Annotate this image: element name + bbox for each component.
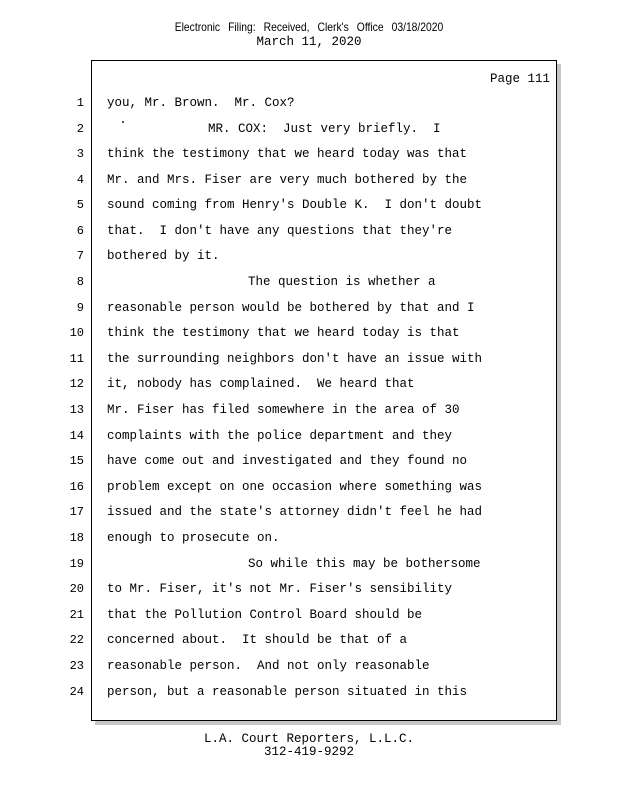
line-number: 19: [69, 557, 84, 571]
transcript-line: MR. COX: Just very briefly. I: [208, 122, 441, 136]
transcript-line: think the testimony that we heard today was that: [107, 147, 468, 161]
line-number: 21: [69, 608, 84, 622]
line-number: 9: [76, 301, 84, 315]
line-number: 23: [69, 659, 84, 673]
filing-stamp: Electronic Filing: Received, Clerk's Office 03/18/2020: [174, 20, 444, 34]
reporter-company: L.A. Court Reporters, L.L.C.: [203, 732, 415, 746]
transcript-line: reasonable person. And not only reasonable: [107, 659, 430, 673]
transcript-line: it, nobody has complained. We heard that: [107, 377, 415, 391]
hearing-date: March 11, 2020: [256, 35, 362, 49]
transcript-line: sound coming from Henry's Double K. I don't doubt: [107, 198, 483, 212]
line-number: 2: [76, 122, 84, 136]
line-number: 11: [69, 352, 84, 366]
transcript-line: to Mr. Fiser, it's not Mr. Fiser's sensibility: [107, 582, 453, 596]
line-number: 10: [69, 326, 84, 340]
transcript-line: reasonable person would be bothered by that and I: [107, 301, 475, 315]
line-number: 17: [69, 505, 84, 519]
line-number: 5: [76, 198, 84, 212]
stray-mark: [122, 121, 124, 123]
transcript-line: have come out and investigated and they found no: [107, 454, 468, 468]
transcript-line: enough to prosecute on.: [107, 531, 280, 545]
transcript-line: that. I don't have any questions that they're: [107, 224, 453, 238]
line-number: 20: [69, 582, 84, 596]
line-number: 13: [69, 403, 84, 417]
line-number: 12: [69, 377, 84, 391]
line-number: 18: [69, 531, 84, 545]
transcript-line: think the testimony that we heard today is that: [107, 326, 460, 340]
transcript-line: problem except on one occasion where something was: [107, 480, 483, 494]
line-number: 4: [76, 173, 84, 187]
transcript-line: The question is whether a: [248, 275, 436, 289]
transcript-line: So while this may be bothersome: [248, 557, 481, 571]
line-number: 7: [76, 249, 84, 263]
page-footer: [0, 733, 618, 759]
transcript-line: Mr. Fiser has filed somewhere in the area of 30: [107, 403, 460, 417]
line-number: 3: [76, 147, 84, 161]
transcript-line: you, Mr. Brown. Mr. Cox?: [107, 96, 295, 110]
transcript-line: issued and the state's attorney didn't feel he had: [107, 505, 483, 519]
line-number: 14: [69, 429, 84, 443]
transcript-line: concerned about. It should be that of a: [107, 633, 408, 647]
transcript-line: bothered by it.: [107, 249, 220, 263]
line-number: 8: [76, 275, 84, 289]
line-number: 22: [69, 633, 84, 647]
line-number: 15: [69, 454, 84, 468]
line-number: 6: [76, 224, 84, 238]
transcript-line: complaints with the police department and they: [107, 429, 453, 443]
transcript-line: that the Pollution Control Board should be: [107, 608, 423, 622]
transcript-line: Mr. and Mrs. Fiser are very much bothered by the: [107, 173, 468, 187]
transcript-line: the surrounding neighbors don't have an issue with: [107, 352, 483, 366]
line-number: 1: [76, 96, 84, 110]
transcript-line: person, but a reasonable person situated in this: [107, 685, 468, 699]
page-number: Page 111: [489, 72, 550, 86]
reporter-phone: 312-419-9292: [263, 745, 354, 759]
line-number: 16: [69, 480, 84, 494]
line-number: 24: [69, 685, 84, 699]
